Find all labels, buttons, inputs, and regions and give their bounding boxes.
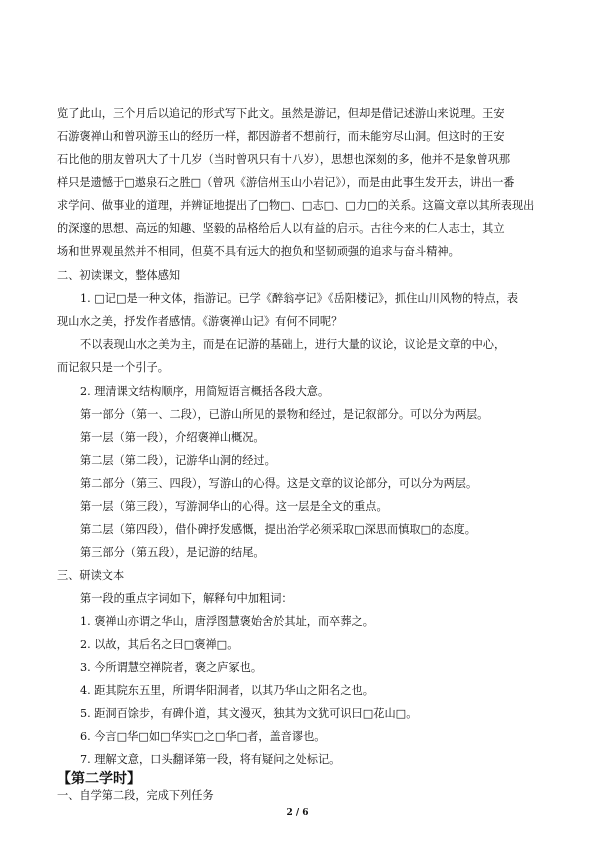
intro-line: 的深邃的思想、高远的知趣、坚毅的品格给后人以有益的启示。古往今来的仁人志士，其立 <box>57 222 505 235</box>
vocab-intro: 第一段的重点字词如下，解释句中加粗词： <box>80 592 293 605</box>
vocab-item: 5. 距洞百馀步，有碑仆道，其文漫灭，独其为文犹可识曰□花山□。 <box>80 707 418 720</box>
structure-line: 第一层（第三段），写游洞华山的心得。这一层是全文的重点。 <box>80 500 388 513</box>
structure-line: 第一部分（第一、二段），已游山所见的景物和经过，是记叙部分。可以分为两层。 <box>80 408 489 421</box>
intro-line: 石游褒禅山和曾巩游玉山的经历一样，都因游者不想前行，而未能穷尽山洞。但这时的王安 <box>57 130 505 143</box>
task-line: 一、自学第二段，完成下列任务 <box>57 789 214 802</box>
vocab-item: 6. 今言□华□如□华实□之□华□者，盖音谬也。 <box>80 730 326 743</box>
intro-line: 求学问、做事业的道理，并辨证地提出了□物□、□志□、□力□的关系。这篇文章以其所表现出 <box>57 199 535 212</box>
lesson-heading: 【第二学时】 <box>57 771 141 787</box>
intro-line: 石比他的朋友曾巩大了十几岁（当时曾巩只有十八岁），思想也深刻的多，他并不是象曾巩那 <box>57 153 511 166</box>
intro-line: 览了此山，三个月后以追记的形式写下此文。虽然是游记，但却是借记述游山来说理。王安 <box>57 107 505 120</box>
vocab-item: 7. 理解文意，口头翻译第一段，将有疑问之处标记。 <box>80 753 341 766</box>
question-line: 2. 理清课文结构顺序，用简短语言概括各段大意。 <box>80 385 330 398</box>
vocab-item: 3. 今所谓慧空禅院者，褒之庐冢也。 <box>80 661 263 674</box>
question-line: 1. □记□是一种文体，指游记。已学《醉翁亭记》《岳阳楼记》，抓住山川风物的特点，表 <box>80 292 519 305</box>
page-number: 2 / 6 <box>286 808 309 818</box>
intro-line: 场和世界观虽然并不相同，但莫不具有远大的抱负和坚韧顽强的追求与奋斗精神。 <box>57 245 460 258</box>
answer-line: 不以表现山水之美为主，而是在记游的基础上，进行大量的议论，议论是文章的中心， <box>80 338 506 351</box>
structure-line: 第二层（第四段），借仆碑抒发感慨，提出治学必须采取□深思而慎取□的态度。 <box>80 523 476 536</box>
section-heading: 三、研读文本 <box>57 569 125 582</box>
answer-line: 而记叙只是一个引子。 <box>57 361 169 374</box>
vocab-item: 1. 褒禅山亦谓之华山，唐浮图慧褒始舍於其址，而卒葬之。 <box>80 615 374 628</box>
vocab-item: 2. 以故，其后名之曰□褒禅□。 <box>80 638 239 651</box>
question-line: 现山水之美，抒发作者感情。《游褒禅山记》有何不同呢？ <box>57 315 343 328</box>
intro-line: 样只是遗憾于□遨泉石之胜□（曾巩《游信州玉山小岩记》），而是由此事生发开去，讲出一番 <box>57 176 515 189</box>
structure-line: 第二层（第二段），记游华山洞的经过。 <box>80 454 276 467</box>
section-heading: 二、初读课文，整体感知 <box>57 269 181 282</box>
structure-line: 第三部分（第五段），是记游的结尾。 <box>80 546 265 559</box>
structure-line: 第一层（第一段），介绍褒禅山概况。 <box>80 431 265 444</box>
vocab-item: 4. 距其院东五里，所谓华阳洞者，以其乃华山之阳名之也。 <box>80 684 374 697</box>
structure-line: 第二部分（第三、四段），写游山的心得。这是文章的议论部分，可以分为两层。 <box>80 477 478 490</box>
